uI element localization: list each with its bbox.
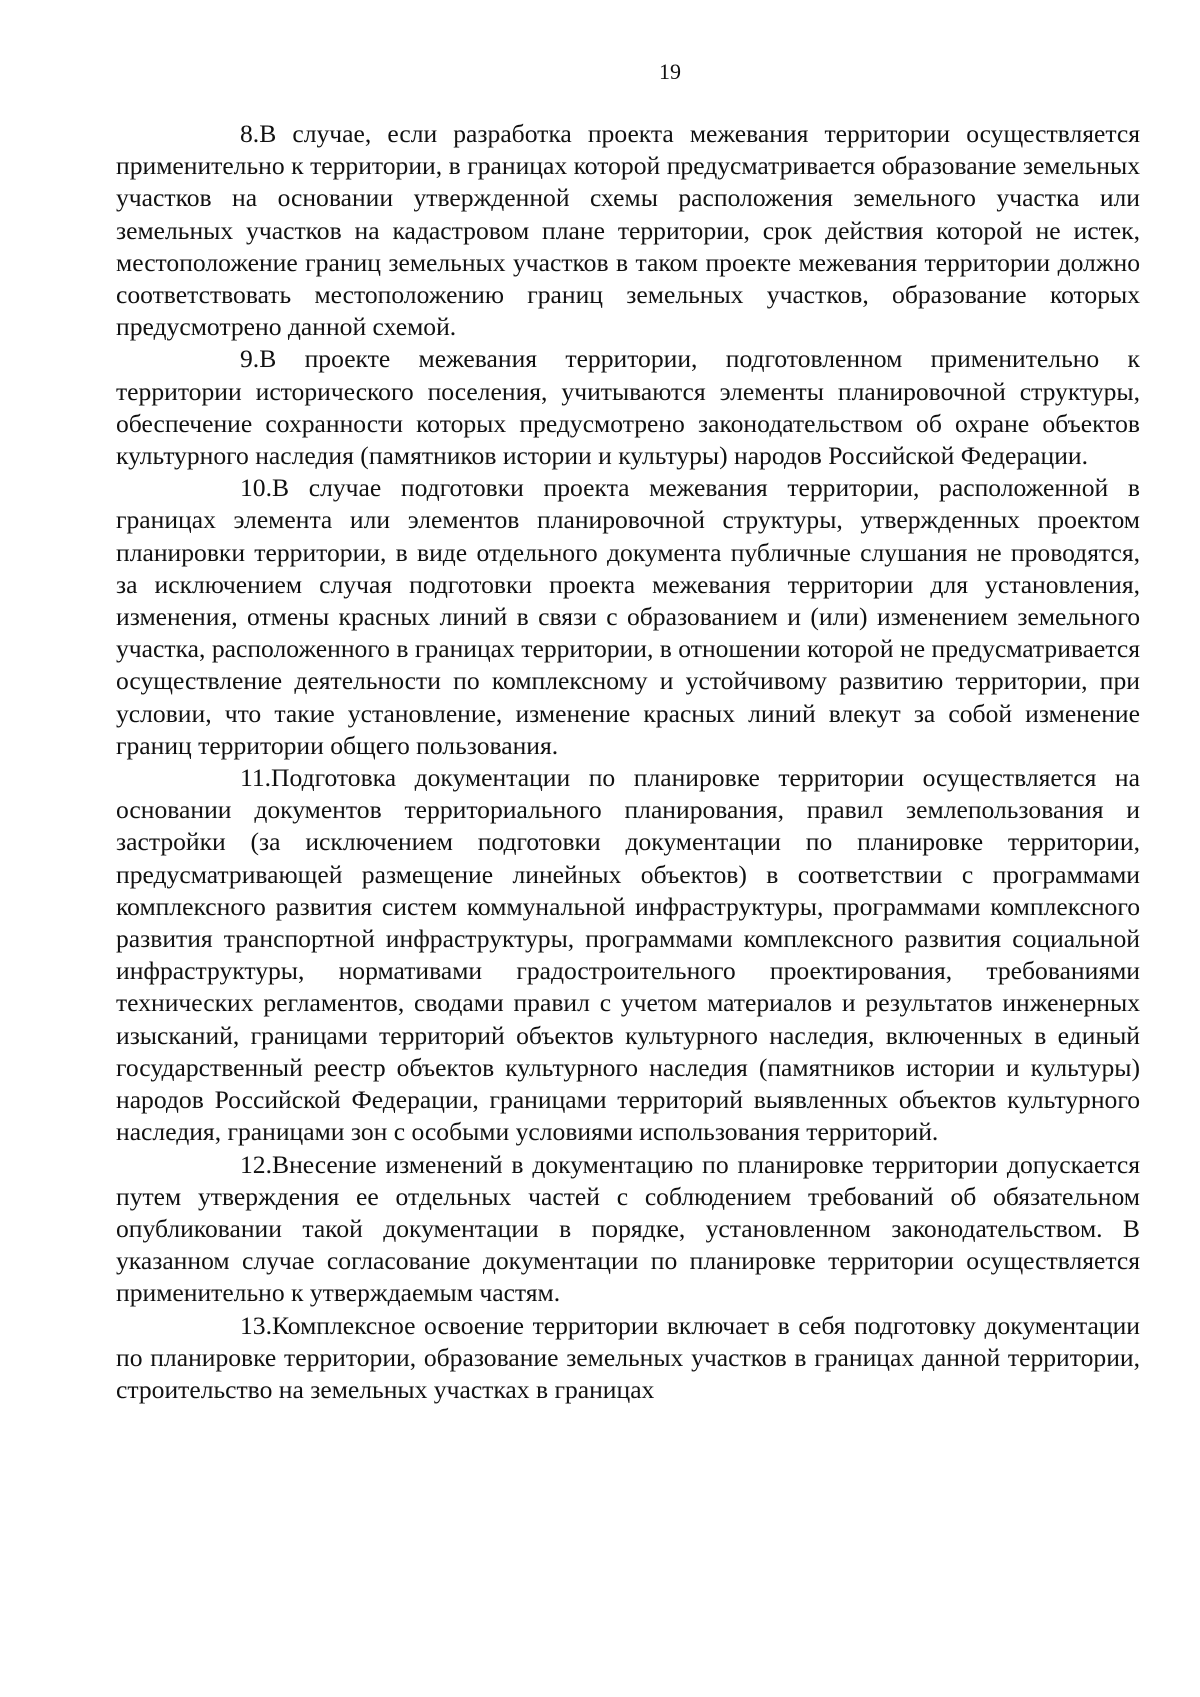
paragraph-text: В проекте межевания территории, подготовленном применительно к территории исторического поселения, учитываются элементы планировочной структуры, обеспечение сохранности которых предусмотрено законодательством об охране объектов культурного наследия (памятников истории и культуры) народов Российской Федерации. <box>116 344 1140 471</box>
paragraph-text: В случае подготовки проекта межевания территории, расположенной в границах элемента или элементов планировочной структуры, утвержденных проектом планировки территории, в виде отдельного документа публичные слушания не проводятся, за исключением случая подготовки проекта межевания территории для установления, изменения, отмены красных линий в связи с образованием и (или) изменением земельного участка, расположенного в границах территории, в отношении которой не предусматривается осуществление деятельности по комплексному и устойчивому развитию территории, при условии, что такие установление, изменение красных линий влекут за собой изменение границ территории общего пользования. <box>116 473 1140 760</box>
paragraph-11 <box>116 762 1140 1148</box>
paragraph-text: Подготовка документации по планировке территории осуществляется на основании документов территориального планирования, правил землепользования и застройки (за исключением подготовки документации по планировке территории, предусматривающей размещение линейных объектов) в соответствии с программами комплексного развития систем коммунальной инфраструктуры, программами комплексного развития транспортной инфраструктуры, программами комплексного развития социальной инфраструктуры, нормативами градостроительного проектирования, требованиями технических регламентов, сводами правил с учетом материалов и результатов инженерных изысканий, границами территорий объектов культурного наследия, включенных в единый государственный реестр объектов культурного наследия (памятников истории и культуры) народов Российской Федерации, границами территорий выявленных объектов культурного наследия, границами зон с особыми условиями использования территорий. <box>116 763 1140 1147</box>
paragraph-text: В случае, если разработка проекта межевания территории осуществляется применительно к территории, в границах которой предусматривается образование земельных участков на основании утвержденной схемы расположения земельного участка или земельных участков на кадастровом плане территории, срок действия которой не истек, местоположение границ земельных участков в таком проекте межевания территории должно соответствовать местоположению границ земельных участков, образование которых предусмотрено данной схемой. <box>116 119 1140 342</box>
paragraph-number: 8. <box>240 119 260 148</box>
page-number: 19 <box>659 59 681 84</box>
paragraph-text: Комплексное освоение территории включает в себя подготовку документации по планировке территории, образование земельных участков в границах данной территории, строительство на земельных участках в границах <box>116 1310 1140 1404</box>
paragraph-10 <box>116 472 1140 762</box>
paragraph-13 <box>116 1310 1140 1407</box>
paragraph-number: 13. <box>240 1310 272 1340</box>
document-body <box>116 118 1140 1406</box>
paragraph-number: 9. <box>240 344 260 374</box>
paragraph-8 <box>116 118 1140 343</box>
paragraph-number: 12. <box>240 1149 272 1179</box>
paragraph-number: 10. <box>240 473 272 503</box>
paragraph-text: Внесение изменений в документацию по планировке территории допускается путем утверждения ее отдельных частей с соблюдением требований об обязательном опубликовании такой документации в порядке, установленном законодательством. В указанном случае согласование документации по планировке территории осуществляется применительно к утверждаемым частям. <box>116 1149 1140 1308</box>
paragraph-12 <box>116 1149 1140 1310</box>
paragraph-9 <box>116 343 1140 472</box>
paragraph-number: 11. <box>240 763 272 793</box>
